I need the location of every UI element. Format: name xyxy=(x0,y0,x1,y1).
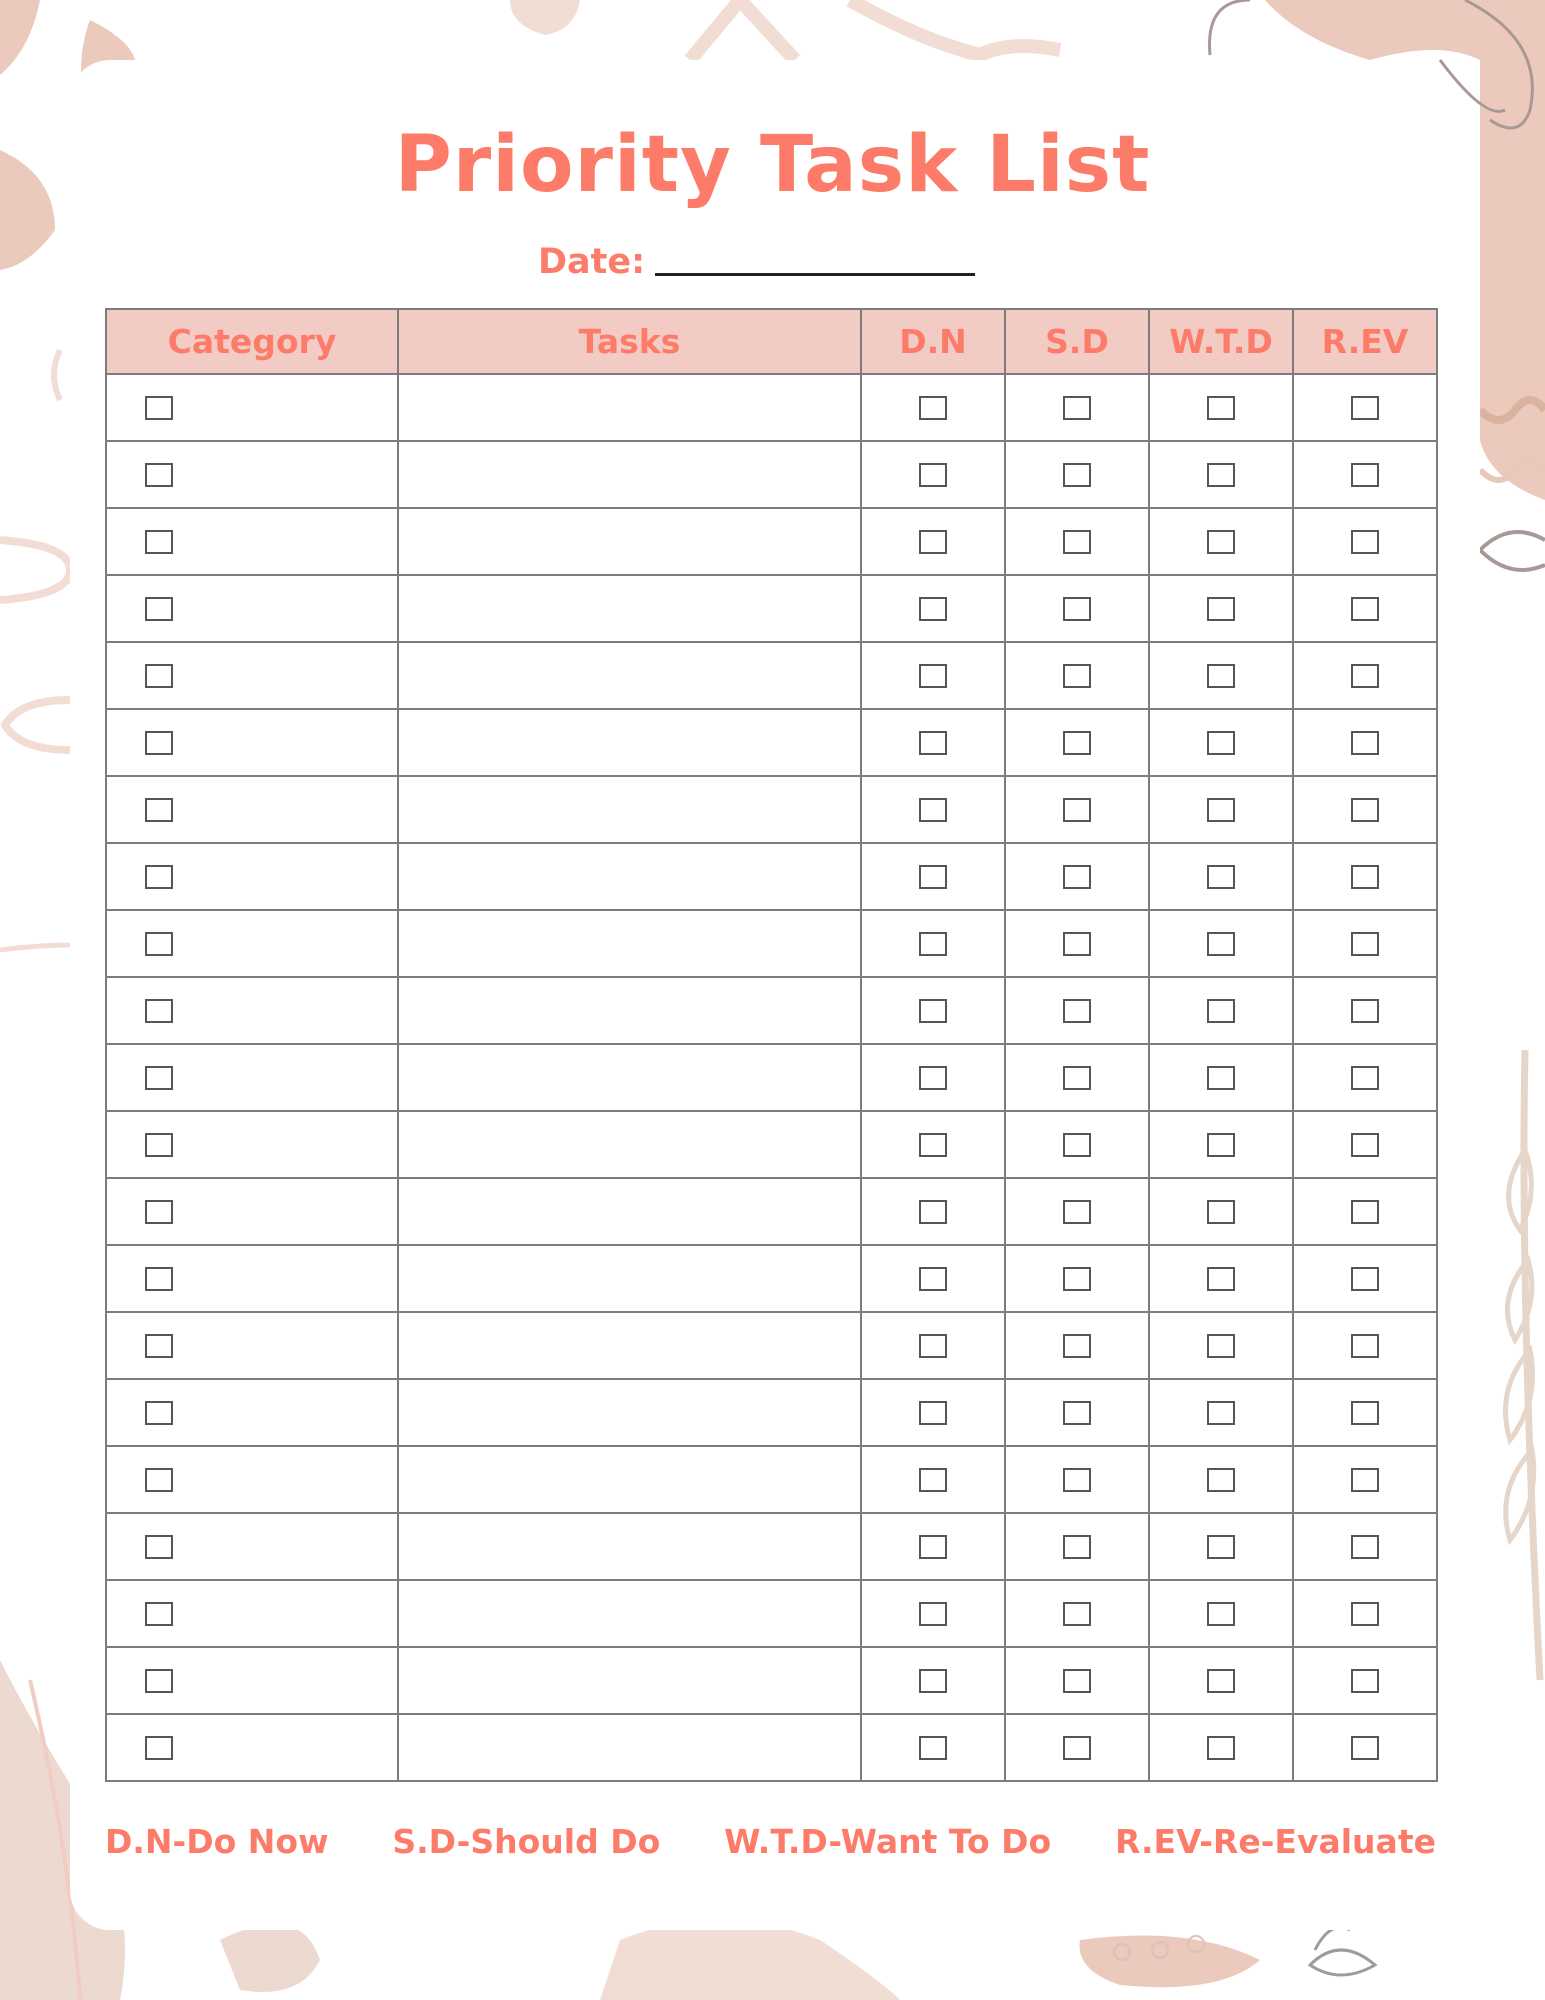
table-row xyxy=(106,441,1437,508)
should-do-cell xyxy=(1005,1178,1149,1245)
category-cell xyxy=(106,575,398,642)
re-evaluate-checkbox[interactable] xyxy=(1351,865,1379,889)
category-cell xyxy=(106,1178,398,1245)
category-checkbox[interactable] xyxy=(145,1736,173,1760)
header-tasks: Tasks xyxy=(398,309,861,374)
table-row xyxy=(106,1580,1437,1647)
want-to-do-cell xyxy=(1149,977,1293,1044)
do-now-cell xyxy=(861,1513,1005,1580)
re-evaluate-checkbox[interactable] xyxy=(1351,1133,1379,1157)
should-do-checkbox[interactable] xyxy=(1063,1602,1091,1626)
task-cell[interactable] xyxy=(398,910,861,977)
category-cell xyxy=(106,709,398,776)
do-now-checkbox[interactable] xyxy=(919,1468,947,1492)
category-cell xyxy=(106,508,398,575)
should-do-cell xyxy=(1005,1044,1149,1111)
header-do-now: D.N xyxy=(861,309,1005,374)
do-now-cell xyxy=(861,1178,1005,1245)
task-table xyxy=(105,308,1438,1782)
category-cell xyxy=(106,910,398,977)
should-do-cell xyxy=(1005,1714,1149,1781)
category-checkbox[interactable] xyxy=(145,530,173,554)
task-cell[interactable] xyxy=(398,374,861,441)
should-do-cell xyxy=(1005,1312,1149,1379)
do-now-cell xyxy=(861,843,1005,910)
should-do-checkbox[interactable] xyxy=(1063,865,1091,889)
do-now-checkbox[interactable] xyxy=(919,1133,947,1157)
category-cell xyxy=(106,776,398,843)
want-to-do-cell xyxy=(1149,709,1293,776)
do-now-checkbox[interactable] xyxy=(919,1602,947,1626)
want-to-do-checkbox[interactable] xyxy=(1207,1200,1235,1224)
task-cell[interactable] xyxy=(398,843,861,910)
should-do-checkbox[interactable] xyxy=(1063,1334,1091,1358)
re-evaluate-cell xyxy=(1293,642,1437,709)
should-do-checkbox[interactable] xyxy=(1063,1736,1091,1760)
want-to-do-checkbox[interactable] xyxy=(1207,731,1235,755)
category-checkbox[interactable] xyxy=(145,865,173,889)
should-do-cell xyxy=(1005,1580,1149,1647)
category-cell xyxy=(106,1647,398,1714)
do-now-checkbox[interactable] xyxy=(919,1669,947,1693)
legend-item-do-now: D.N-Do Now xyxy=(105,1822,329,1861)
want-to-do-checkbox[interactable] xyxy=(1207,865,1235,889)
re-evaluate-checkbox[interactable] xyxy=(1351,1267,1379,1291)
do-now-cell xyxy=(861,1647,1005,1714)
task-cell[interactable] xyxy=(398,642,861,709)
want-to-do-cell xyxy=(1149,374,1293,441)
should-do-cell xyxy=(1005,776,1149,843)
want-to-do-cell xyxy=(1149,1245,1293,1312)
table-row xyxy=(106,1714,1437,1781)
should-do-cell xyxy=(1005,575,1149,642)
want-to-do-checkbox[interactable] xyxy=(1207,530,1235,554)
category-checkbox[interactable] xyxy=(145,664,173,688)
table-row xyxy=(106,1044,1437,1111)
legend-item-want-to-do: W.T.D-Want To Do xyxy=(724,1822,1052,1861)
header-want-to-do: W.T.D xyxy=(1149,309,1293,374)
should-do-cell xyxy=(1005,374,1149,441)
do-now-checkbox[interactable] xyxy=(919,664,947,688)
task-cell[interactable] xyxy=(398,1647,861,1714)
legend xyxy=(105,1822,1436,1861)
category-cell xyxy=(106,1379,398,1446)
re-evaluate-checkbox[interactable] xyxy=(1351,932,1379,956)
do-now-checkbox[interactable] xyxy=(919,1066,947,1090)
re-evaluate-cell xyxy=(1293,1111,1437,1178)
category-checkbox[interactable] xyxy=(145,1468,173,1492)
category-checkbox[interactable] xyxy=(145,798,173,822)
task-cell[interactable] xyxy=(398,1714,861,1781)
should-do-cell xyxy=(1005,1245,1149,1312)
want-to-do-checkbox[interactable] xyxy=(1207,463,1235,487)
do-now-checkbox[interactable] xyxy=(919,1267,947,1291)
re-evaluate-cell xyxy=(1293,374,1437,441)
category-checkbox[interactable] xyxy=(145,1602,173,1626)
table-header-row xyxy=(106,309,1437,374)
table-row xyxy=(106,1312,1437,1379)
want-to-do-checkbox[interactable] xyxy=(1207,396,1235,420)
re-evaluate-cell xyxy=(1293,575,1437,642)
category-checkbox[interactable] xyxy=(145,1133,173,1157)
should-do-cell xyxy=(1005,1513,1149,1580)
date-label: Date: xyxy=(538,242,646,282)
legend-item-re-evaluate: R.EV-Re-Evaluate xyxy=(1115,1822,1436,1861)
should-do-checkbox[interactable] xyxy=(1063,1401,1091,1425)
want-to-do-checkbox[interactable] xyxy=(1207,1267,1235,1291)
category-cell xyxy=(106,1312,398,1379)
task-cell[interactable] xyxy=(398,441,861,508)
do-now-cell xyxy=(861,1580,1005,1647)
do-now-cell xyxy=(861,1446,1005,1513)
re-evaluate-checkbox[interactable] xyxy=(1351,396,1379,420)
task-cell[interactable] xyxy=(398,508,861,575)
table-row xyxy=(106,910,1437,977)
do-now-cell xyxy=(861,1044,1005,1111)
want-to-do-cell xyxy=(1149,1178,1293,1245)
do-now-cell xyxy=(861,1312,1005,1379)
category-checkbox[interactable] xyxy=(145,1669,173,1693)
do-now-checkbox[interactable] xyxy=(919,731,947,755)
category-checkbox[interactable] xyxy=(145,463,173,487)
re-evaluate-checkbox[interactable] xyxy=(1351,798,1379,822)
category-checkbox[interactable] xyxy=(145,731,173,755)
re-evaluate-checkbox[interactable] xyxy=(1351,1334,1379,1358)
want-to-do-checkbox[interactable] xyxy=(1207,1468,1235,1492)
category-cell xyxy=(106,1111,398,1178)
re-evaluate-checkbox[interactable] xyxy=(1351,731,1379,755)
want-to-do-cell xyxy=(1149,642,1293,709)
do-now-checkbox[interactable] xyxy=(919,396,947,420)
category-cell xyxy=(106,1513,398,1580)
want-to-do-cell xyxy=(1149,1379,1293,1446)
re-evaluate-cell xyxy=(1293,1446,1437,1513)
re-evaluate-checkbox[interactable] xyxy=(1351,1669,1379,1693)
page-title: Priority Task List xyxy=(394,120,1151,210)
category-checkbox[interactable] xyxy=(145,396,173,420)
table-row xyxy=(106,575,1437,642)
category-checkbox[interactable] xyxy=(145,1535,173,1559)
should-do-checkbox[interactable] xyxy=(1063,1535,1091,1559)
do-now-cell xyxy=(861,1379,1005,1446)
task-cell[interactable] xyxy=(398,1379,861,1446)
task-cell[interactable] xyxy=(398,1178,861,1245)
task-cell[interactable] xyxy=(398,1245,861,1312)
should-do-cell xyxy=(1005,1111,1149,1178)
do-now-cell xyxy=(861,374,1005,441)
do-now-checkbox[interactable] xyxy=(919,1334,947,1358)
do-now-cell xyxy=(861,1714,1005,1781)
table-row xyxy=(106,1446,1437,1513)
re-evaluate-checkbox[interactable] xyxy=(1351,999,1379,1023)
want-to-do-checkbox[interactable] xyxy=(1207,1133,1235,1157)
re-evaluate-checkbox[interactable] xyxy=(1351,530,1379,554)
task-cell[interactable] xyxy=(398,1044,861,1111)
re-evaluate-cell xyxy=(1293,1312,1437,1379)
category-checkbox[interactable] xyxy=(145,932,173,956)
date-row xyxy=(538,232,975,282)
should-do-checkbox[interactable] xyxy=(1063,396,1091,420)
should-do-checkbox[interactable] xyxy=(1063,1066,1091,1090)
want-to-do-checkbox[interactable] xyxy=(1207,1535,1235,1559)
should-do-checkbox[interactable] xyxy=(1063,597,1091,621)
should-do-cell xyxy=(1005,709,1149,776)
do-now-checkbox[interactable] xyxy=(919,530,947,554)
should-do-cell xyxy=(1005,910,1149,977)
table-row xyxy=(106,508,1437,575)
category-cell xyxy=(106,1580,398,1647)
table-row xyxy=(106,709,1437,776)
re-evaluate-checkbox[interactable] xyxy=(1351,664,1379,688)
should-do-cell xyxy=(1005,441,1149,508)
category-cell xyxy=(106,843,398,910)
want-to-do-checkbox[interactable] xyxy=(1207,664,1235,688)
should-do-checkbox[interactable] xyxy=(1063,1468,1091,1492)
category-checkbox[interactable] xyxy=(145,597,173,621)
want-to-do-cell xyxy=(1149,1513,1293,1580)
re-evaluate-cell xyxy=(1293,843,1437,910)
do-now-cell xyxy=(861,1245,1005,1312)
do-now-checkbox[interactable] xyxy=(919,932,947,956)
should-do-checkbox[interactable] xyxy=(1063,463,1091,487)
should-do-cell xyxy=(1005,843,1149,910)
category-cell xyxy=(106,374,398,441)
category-cell xyxy=(106,642,398,709)
category-checkbox[interactable] xyxy=(145,999,173,1023)
re-evaluate-cell xyxy=(1293,910,1437,977)
want-to-do-cell xyxy=(1149,1312,1293,1379)
should-do-checkbox[interactable] xyxy=(1063,932,1091,956)
should-do-checkbox[interactable] xyxy=(1063,731,1091,755)
want-to-do-cell xyxy=(1149,910,1293,977)
re-evaluate-cell xyxy=(1293,1245,1437,1312)
should-do-checkbox[interactable] xyxy=(1063,1267,1091,1291)
do-now-cell xyxy=(861,1111,1005,1178)
do-now-checkbox[interactable] xyxy=(919,1535,947,1559)
table-row xyxy=(106,1178,1437,1245)
re-evaluate-checkbox[interactable] xyxy=(1351,1401,1379,1425)
re-evaluate-checkbox[interactable] xyxy=(1351,1535,1379,1559)
task-cell[interactable] xyxy=(398,709,861,776)
category-checkbox[interactable] xyxy=(145,1267,173,1291)
re-evaluate-checkbox[interactable] xyxy=(1351,597,1379,621)
should-do-cell xyxy=(1005,1446,1149,1513)
should-do-checkbox[interactable] xyxy=(1063,1200,1091,1224)
legend-item-should-do: S.D-Should Do xyxy=(392,1822,661,1861)
date-field[interactable] xyxy=(655,272,975,276)
category-cell xyxy=(106,1446,398,1513)
should-do-cell xyxy=(1005,508,1149,575)
want-to-do-cell xyxy=(1149,1044,1293,1111)
task-cell[interactable] xyxy=(398,1312,861,1379)
table-row xyxy=(106,1245,1437,1312)
task-cell[interactable] xyxy=(398,1111,861,1178)
re-evaluate-checkbox[interactable] xyxy=(1351,1200,1379,1224)
do-now-checkbox[interactable] xyxy=(919,1200,947,1224)
should-do-checkbox[interactable] xyxy=(1063,1133,1091,1157)
want-to-do-checkbox[interactable] xyxy=(1207,1401,1235,1425)
want-to-do-checkbox[interactable] xyxy=(1207,932,1235,956)
re-evaluate-cell xyxy=(1293,1580,1437,1647)
want-to-do-checkbox[interactable] xyxy=(1207,798,1235,822)
header-should-do: S.D xyxy=(1005,309,1149,374)
want-to-do-checkbox[interactable] xyxy=(1207,1736,1235,1760)
re-evaluate-cell xyxy=(1293,776,1437,843)
do-now-checkbox[interactable] xyxy=(919,1736,947,1760)
want-to-do-checkbox[interactable] xyxy=(1207,1669,1235,1693)
table-row xyxy=(106,1379,1437,1446)
re-evaluate-cell xyxy=(1293,1379,1437,1446)
do-now-checkbox[interactable] xyxy=(919,865,947,889)
header-category: Category xyxy=(106,309,398,374)
do-now-cell xyxy=(861,776,1005,843)
should-do-checkbox[interactable] xyxy=(1063,1669,1091,1693)
do-now-checkbox[interactable] xyxy=(919,597,947,621)
want-to-do-cell xyxy=(1149,1111,1293,1178)
re-evaluate-cell xyxy=(1293,977,1437,1044)
should-do-checkbox[interactable] xyxy=(1063,798,1091,822)
should-do-checkbox[interactable] xyxy=(1063,999,1091,1023)
re-evaluate-cell xyxy=(1293,1513,1437,1580)
do-now-checkbox[interactable] xyxy=(919,463,947,487)
re-evaluate-cell xyxy=(1293,441,1437,508)
re-evaluate-cell xyxy=(1293,709,1437,776)
do-now-cell xyxy=(861,709,1005,776)
do-now-cell xyxy=(861,441,1005,508)
re-evaluate-cell xyxy=(1293,1178,1437,1245)
want-to-do-cell xyxy=(1149,1446,1293,1513)
re-evaluate-cell xyxy=(1293,1714,1437,1781)
re-evaluate-checkbox[interactable] xyxy=(1351,1468,1379,1492)
want-to-do-checkbox[interactable] xyxy=(1207,999,1235,1023)
want-to-do-checkbox[interactable] xyxy=(1207,1602,1235,1626)
table-row xyxy=(106,1513,1437,1580)
table-row xyxy=(106,374,1437,441)
task-cell[interactable] xyxy=(398,776,861,843)
want-to-do-checkbox[interactable] xyxy=(1207,597,1235,621)
want-to-do-checkbox[interactable] xyxy=(1207,1334,1235,1358)
table-row xyxy=(106,776,1437,843)
table-row xyxy=(106,977,1437,1044)
task-cell[interactable] xyxy=(398,1580,861,1647)
task-cell[interactable] xyxy=(398,575,861,642)
re-evaluate-cell xyxy=(1293,1647,1437,1714)
should-do-cell xyxy=(1005,1379,1149,1446)
task-cell[interactable] xyxy=(398,977,861,1044)
category-checkbox[interactable] xyxy=(145,1066,173,1090)
do-now-checkbox[interactable] xyxy=(919,999,947,1023)
should-do-cell xyxy=(1005,977,1149,1044)
do-now-cell xyxy=(861,910,1005,977)
do-now-cell xyxy=(861,642,1005,709)
category-checkbox[interactable] xyxy=(145,1401,173,1425)
header-re-evaluate: R.EV xyxy=(1293,309,1437,374)
do-now-cell xyxy=(861,575,1005,642)
want-to-do-cell xyxy=(1149,843,1293,910)
want-to-do-cell xyxy=(1149,776,1293,843)
category-cell xyxy=(106,1044,398,1111)
category-cell xyxy=(106,1714,398,1781)
task-cell[interactable] xyxy=(398,1513,861,1580)
re-evaluate-checkbox[interactable] xyxy=(1351,1736,1379,1760)
category-cell xyxy=(106,441,398,508)
category-cell xyxy=(106,977,398,1044)
do-now-checkbox[interactable] xyxy=(919,798,947,822)
want-to-do-cell xyxy=(1149,441,1293,508)
table-row xyxy=(106,843,1437,910)
want-to-do-cell xyxy=(1149,1580,1293,1647)
do-now-cell xyxy=(861,508,1005,575)
should-do-checkbox[interactable] xyxy=(1063,664,1091,688)
re-evaluate-checkbox[interactable] xyxy=(1351,1602,1379,1626)
want-to-do-cell xyxy=(1149,508,1293,575)
re-evaluate-checkbox[interactable] xyxy=(1351,1066,1379,1090)
want-to-do-cell xyxy=(1149,1714,1293,1781)
re-evaluate-cell xyxy=(1293,508,1437,575)
re-evaluate-checkbox[interactable] xyxy=(1351,463,1379,487)
want-to-do-cell xyxy=(1149,575,1293,642)
category-cell xyxy=(106,1245,398,1312)
task-cell[interactable] xyxy=(398,1446,861,1513)
do-now-cell xyxy=(861,977,1005,1044)
want-to-do-cell xyxy=(1149,1647,1293,1714)
do-now-checkbox[interactable] xyxy=(919,1401,947,1425)
should-do-checkbox[interactable] xyxy=(1063,530,1091,554)
category-checkbox[interactable] xyxy=(145,1200,173,1224)
should-do-cell xyxy=(1005,642,1149,709)
category-checkbox[interactable] xyxy=(145,1334,173,1358)
table-row xyxy=(106,642,1437,709)
table-row xyxy=(106,1647,1437,1714)
table-row xyxy=(106,1111,1437,1178)
task-rows xyxy=(106,374,1437,1781)
re-evaluate-cell xyxy=(1293,1044,1437,1111)
should-do-cell xyxy=(1005,1647,1149,1714)
want-to-do-checkbox[interactable] xyxy=(1207,1066,1235,1090)
